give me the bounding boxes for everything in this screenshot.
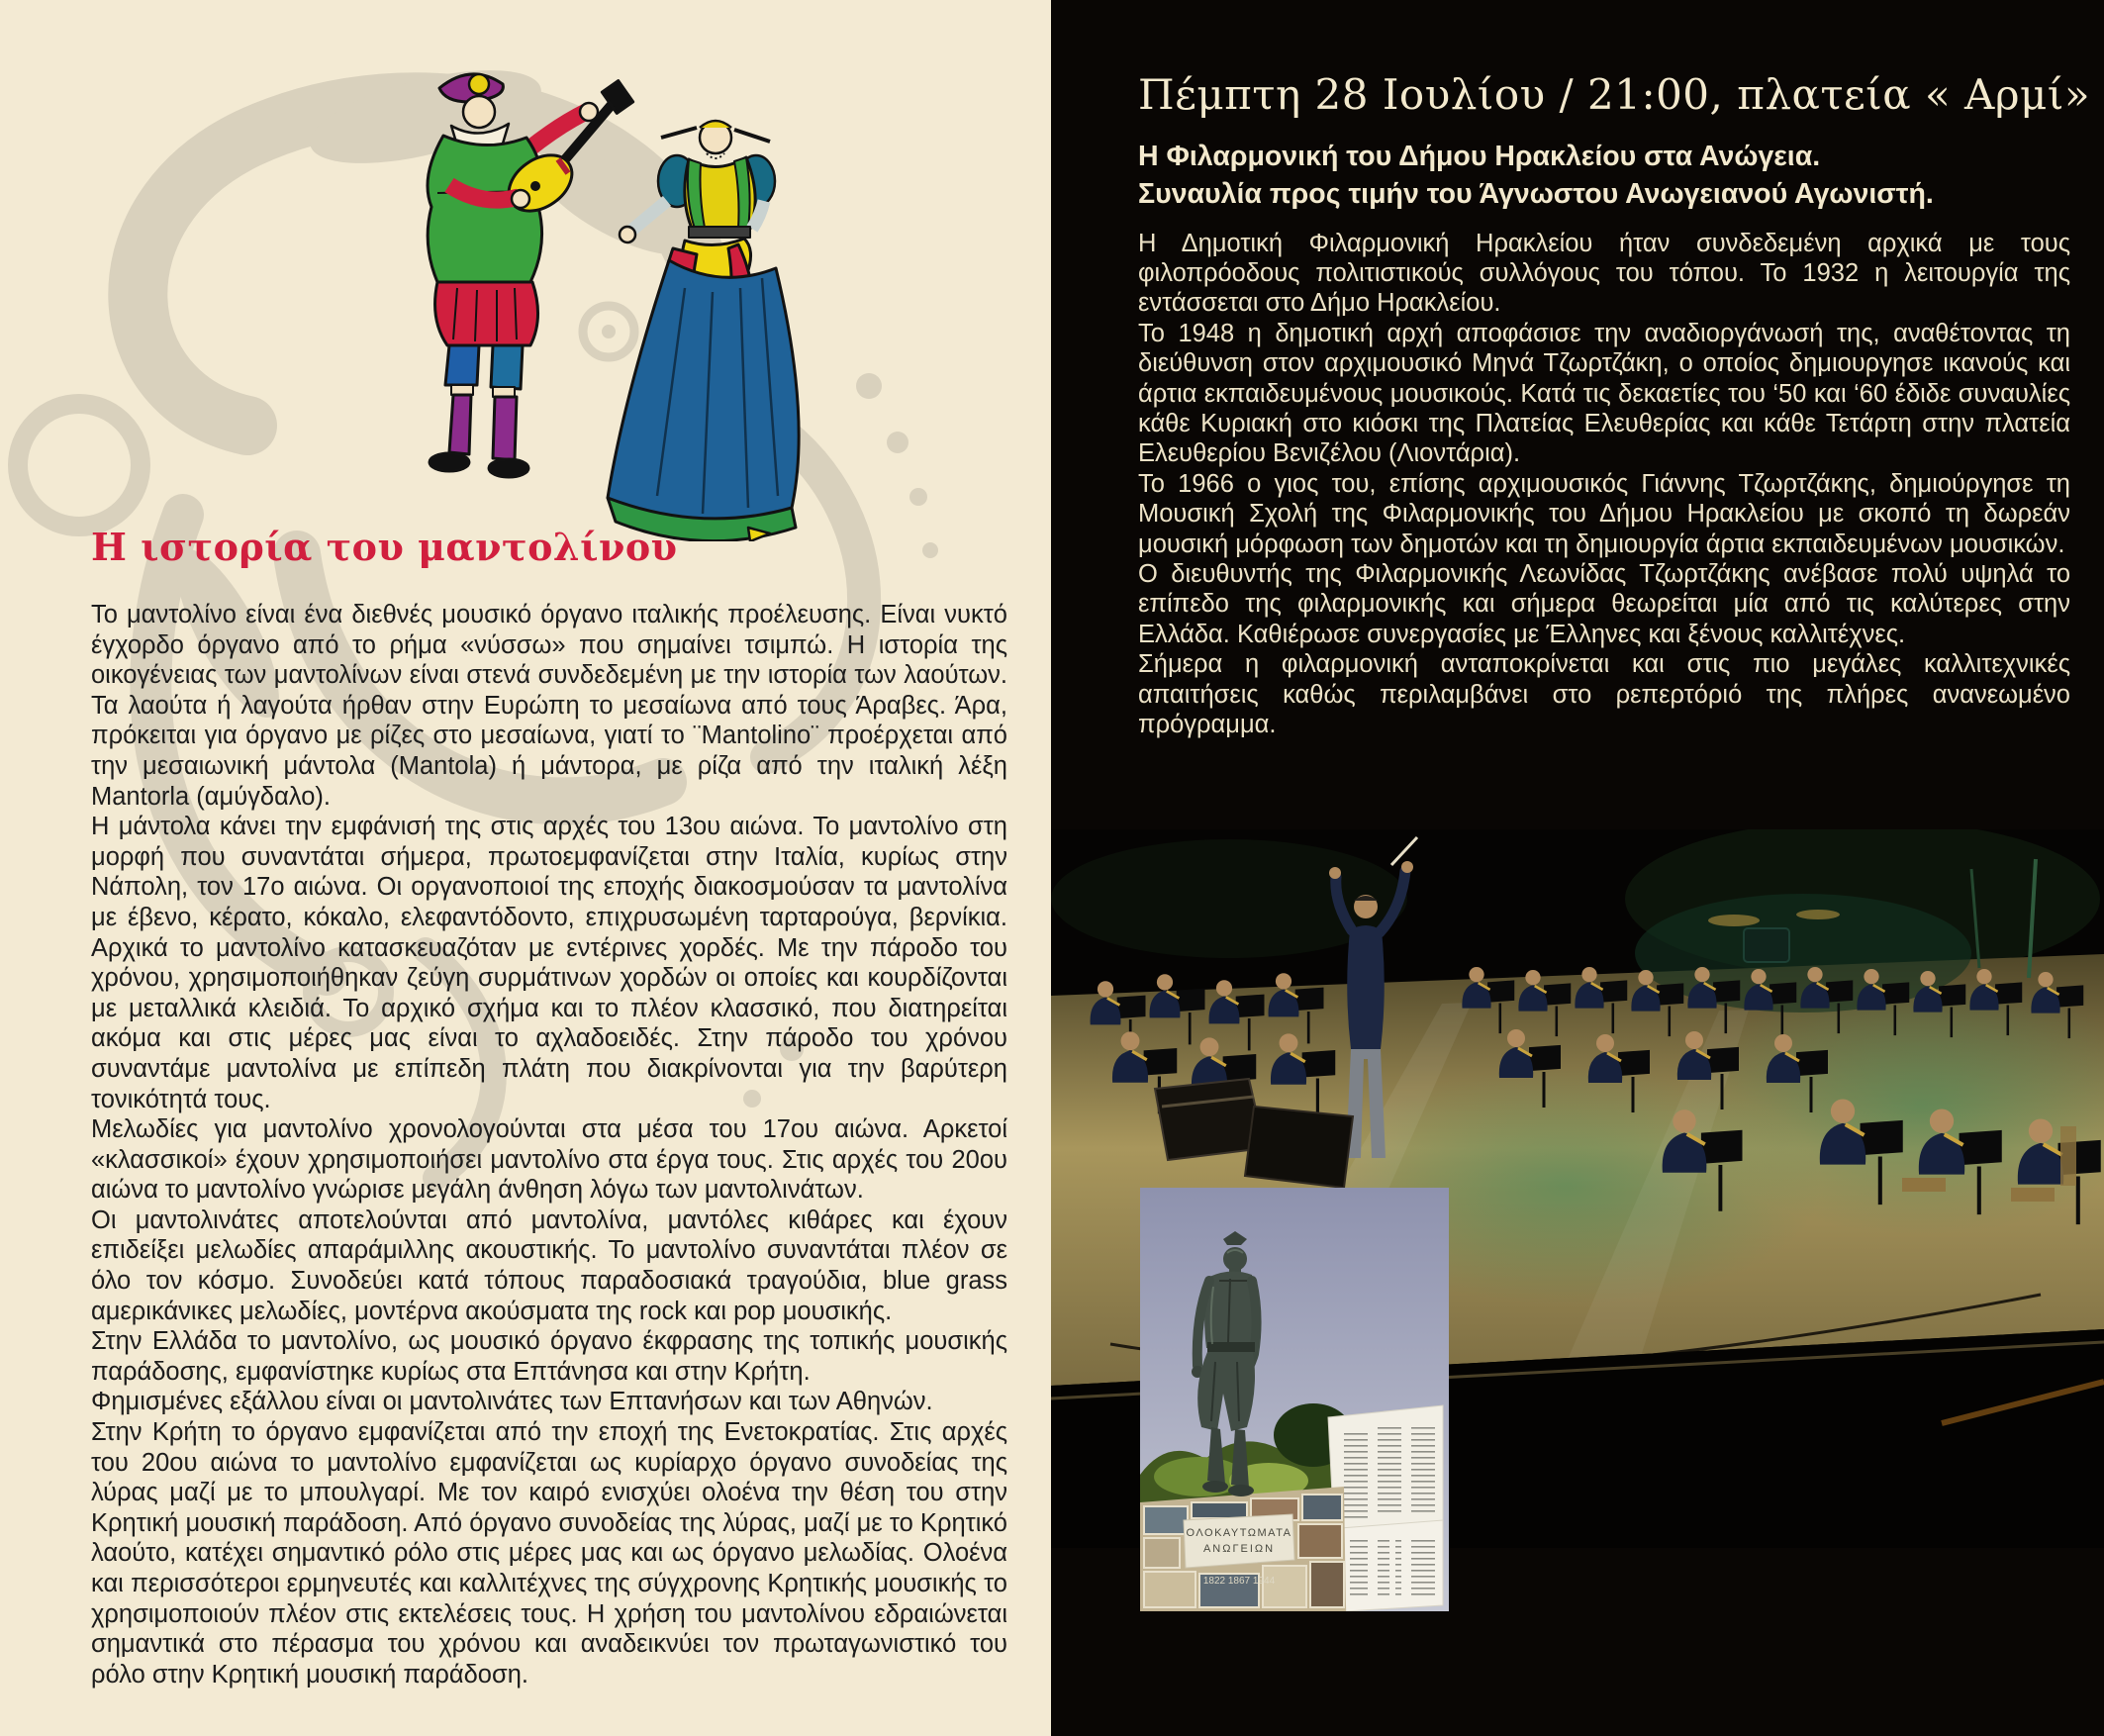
- memorial-inscription-dates: 1822 1867 1944: [1202, 1576, 1276, 1587]
- event-title: Πέμπτη 28 Ιουλίου / 21:00, πλατεία « Αρμί»: [1138, 70, 2091, 119]
- memorial-inscription-line2: ΑΝΩΓΕΙΩΝ: [1202, 1543, 1276, 1555]
- right-page: [1051, 0, 2104, 1736]
- paragraph: Η μάντολα κάνει την εμφάνισή της στις αρχές του 13ου αιώνα. Το μαντολίνο στη μορφή που συναντάται σήμερα, πρωτοεμφανίζεται στην Ιταλία, κυρίως στην Νάπολη, τον 17ο αιώνα. Οι οργανοποιοί της εποχής διακοσμούσαν τα μαντολίνα με έβενο, κέρατο, κόκαλο, ελεφαντόδοντο, επιχρυσωμένη ταρταρούγα, βερνίκια. Αρχικά το μαντολίνο κατασκευαζόταν με εντέρινες χορδές. Με την πάροδο του χρόνου, χρησιμοποιήθηκαν ζεύγη συρμάτινων χορδών οι οποίες και κουρδίζονται με μεταλλικά κλειδιά. Το αρχικό σχήμα και το πλέον κλασσικό, που διατηρείται ακόμα και στις μέρες μας είναι το αχλαδοειδές. Στην πάροδο του χρόνου συναντάμε μαντολίνα με επίπεδη πλάτη που διακρίνονται για την βαρύτερη τονικότητά τους.: [91, 813, 1007, 1113]
- musician-and-dancer-illustration: [392, 54, 827, 541]
- event-subtitle-line2: Συναυλία προς τιμήν του Άγνωστου Ανωγειανού Αγωνιστή.: [1138, 177, 1934, 210]
- event-subtitle-line1: Η Φιλαρμονική του Δήμου Ηρακλείου στα Ανώγεια.: [1138, 140, 1821, 172]
- event-section: [1138, 69, 2091, 739]
- statue-photo: [1140, 1188, 1449, 1611]
- memorial-inscription-line1: ΟΛΟΚΑΥΤΩΜΑΤΑ: [1186, 1527, 1292, 1539]
- article-body: [91, 600, 1007, 1689]
- paragraph: Στην Ελλάδα το μαντολίνο, ως μουσικό όργανο έκφρασης της τοπικής μουσικής παράδοσης, εμφανίστηκε κυρίως στα Επτάνησα και στην Κρήτη.: [91, 1327, 1007, 1386]
- paragraph: Στην Κρήτη το όργανο εμφανίζεται από την εποχή της Ενετοκρατίας. Στις αρχές του 20ου αιώνα το μαντολίνο εμφανίζεται ως κυρίαρχο όργανο συνοδείας της λύρας μαζί με το μπουλγαρί. Με τον καιρό ενισχύει ολοένα την θέση του στην Κρητική μουσική παράδοση. Από όργανο συνοδείας της λύρας, μαζί με το Κρητικό λαούτο, κατέχει σημαντικό ρόλο στις μέρες μας και ως όργανο μελωδίας. Ολοένα και περισσότεροι ερμηνευτές και καλλιτέχνες της σύγχρονης Κρητικής μουσικής το χρησιμοποιούν πλέον στις εκτελέσεις τους. Η χρήση του μαντολίνου εδραιώνεται σημαντικά στο πέρασμα του χρόνου και αναδεικνύει τον πρωταγωνιστικό του ρόλο στην Κρητική μουσική παράδοση.: [91, 1418, 1007, 1688]
- paragraph: Η Δημοτική Φιλαρμονική Ηρακλείου ήταν συνδεδεμένη αρχικά με τους φιλοπρόοδους πολιτιστικούς συλλόγους του τόπου. Το 1932 η λειτουργία της εντάσσεται στο Δήμο Ηρακλείου.: [1138, 229, 2070, 318]
- paragraph: Το 1948 η δημοτική αρχή αποφάσισε την αναδιοργάνωσή της, αναθέτοντας τη διεύθυνση στον αρχιμουσικό Μηνά Τζωρτζάκη, ο οποίος δημιουργησε ικανούς και άρτια εκπαιδευμένους μουσικούς. Κατά τις δεκαετίες του ‘50 και ‘60 έδιδε συναυλίες κάθε Κυριακή στο κιόσκι της Πλατείας Ελευθερίας και κάθε Τετάρτη στην πλατεία Ελευθερίου Βενιζέλου (Λιοντάρια).: [1138, 319, 2070, 468]
- paragraph: Σήμερα η φιλαρμονική ανταποκρίνεται και στις πιο μεγάλες καλλιτεχνικές απαιτήσεις καθώς περιλαμβάνει στο ρεπερτόριό της πλήρες ανανεωμένο πρόγραμμα.: [1138, 650, 2070, 738]
- event-body: [1138, 229, 2070, 740]
- paragraph: Το μαντολίνο είναι ένα διεθνές μουσικό όργανο ιταλικής προέλευσης. Είναι νυκτό έγχορδο όργανο από το ρήμα «νύσσω» που σημαίνει τσιμπώ. Η ιστορία της οικογένειας των μαντολίνων είναι στενά συνδεδεμένη με την ιστορία των λαούτων. Τα λαούτα ή λαγούτα ήρθαν στην Ευρώπη το μεσαίωνα από τους Άραβες. Άρα, πρόκειται για όργανο με ρίζες στο μεσαίωνα, γιατί το ¨Mantolino¨ προέρχεται από την μεσαιωνική μάντολα (Mantola) ή μάντορα, με ρίζα από την ιταλική λέξη Mantorla (αμύγδαλο).: [91, 601, 1007, 811]
- dancing-lady-figure: [608, 121, 799, 541]
- paragraph: Ο διευθυντής της Φιλαρμονικής Λεωνίδας Τζωρτζάκης ανέβασε πολύ υψηλά το επίπεδο της φιλαρμονικής και σήμερα θεωρείται μία από τις καλύτερες στην Ελλάδα. Καθιέρωσε συνεργασίες με Έλληνες και ξένους καλλιτέχνες.: [1138, 559, 2070, 648]
- paragraph: Μελωδίες για μαντολίνο χρονολογούνται στα μέσα του 17ου αιώνα. Αρκετοί «κλασσικοί» έχουν χρησιμοποιήσει μαντολίνο στα έργα τους. Στις αρχές του 20ου αιώνα το μαντολίνο γνώρισε μεγάλη άνθηση λόγω των μαντολινάτων.: [91, 1115, 1007, 1205]
- article-heading: Η ιστορία του μαντολίνου: [91, 525, 678, 569]
- lute-player-figure: [428, 74, 633, 477]
- event-subtitle: [1138, 138, 2070, 213]
- paragraph: Φημισμένες εξάλλου είναι οι μαντολινάτες των Επτανήσων και των Αθηνών.: [91, 1388, 933, 1416]
- paragraph: Το 1966 ο γιος του, επίσης αρχιμουσικός Γιάννης Τζωρτζάκης, δημιούργησε τη Μουσική Σχολή της Φιλαρμονικής του Δήμου Ηρακλείου με σκοπό τη δωρεάν μουσική μόρφωση των δημοτών και τη δημιουργία άρτια εκπαιδευμένων μουσικών.: [1138, 469, 2070, 558]
- left-page: [0, 0, 1051, 1736]
- paragraph: Οι μαντολινάτες αποτελούνται από μαντολίνα, μαντόλες κιθάρες και έχουν επιδείξει μελωδίες απαράμιλλης ακουστικής. Το μαντολίνο συναντάται πλέον σε όλο τον κόσμο. Συνοδεύει κατά τόπους παραδοσιακά τραγούδια, blue grass αμερικάνικες μελωδίες, μοντέρνα ακούσματα της rock και pop μουσικής.: [91, 1206, 1007, 1325]
